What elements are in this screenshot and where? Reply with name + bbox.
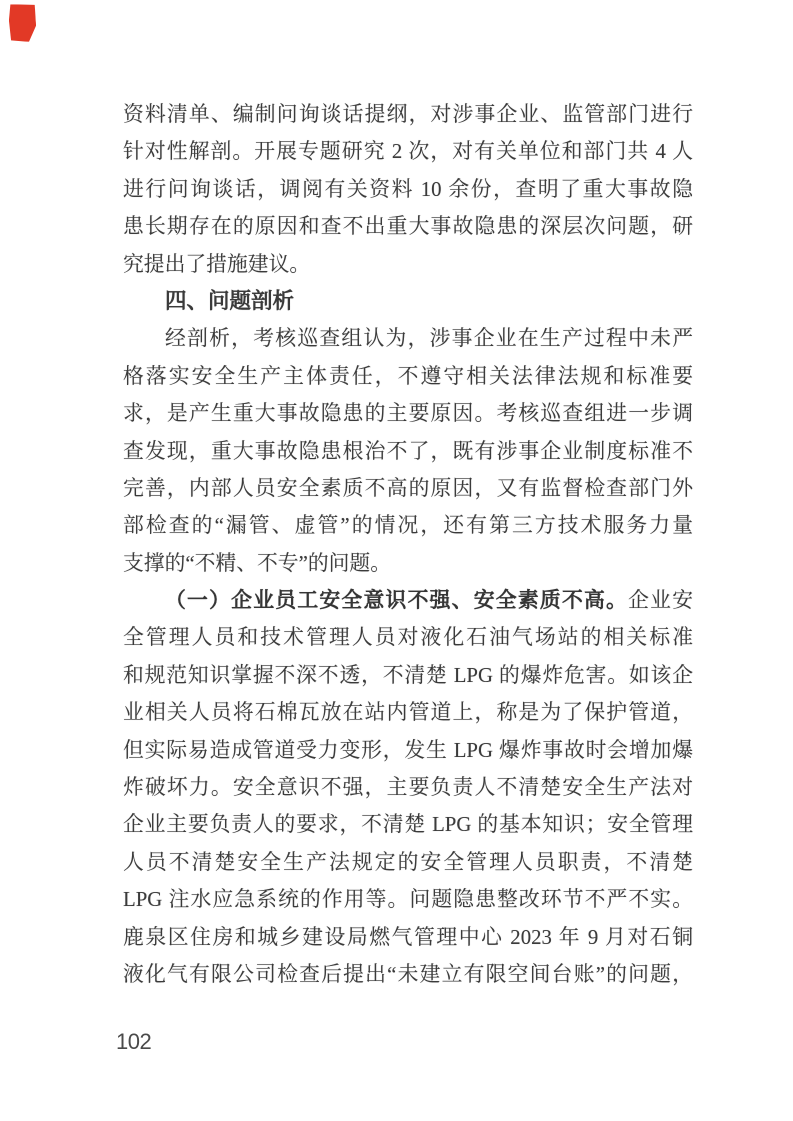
text-line: LPG 注水应急系统的作用等。问题隐患整改环节不严不实。 xyxy=(123,888,693,912)
text-run: 企业安 xyxy=(628,589,694,613)
text-line: 鹿泉区住房和城乡建设局燃气管理中心 2023 年 9 月对石铜 xyxy=(123,925,693,949)
text-line: 部检查的“漏管、虚管”的情况，还有第三方技术服务力量 xyxy=(123,514,693,538)
subsection-heading: （一）企业员工安全意识不强、安全素质不高。 xyxy=(165,589,629,613)
text-line: 全管理人员和技术管理人员对液化石油气场站的相关标准 xyxy=(123,626,693,650)
text-line: 和规范知识掌握不深不透，不清楚 LPG 的爆炸危害。如该企 xyxy=(123,663,693,687)
text-line: 经剖析，考核巡查组认为，涉事企业在生产过程中未严 xyxy=(165,327,693,351)
text-line: 但实际易造成管道受力变形，发生 LPG 爆炸事故时会增加爆 xyxy=(123,738,693,762)
text-line: 究提出了措施建议。 xyxy=(123,252,311,276)
text-line: 企业主要负责人的要求，不清楚 LPG 的基本知识；安全管理 xyxy=(123,813,693,837)
text-line: 人员不清楚安全生产法规定的安全管理人员职责，不清楚 xyxy=(123,850,693,874)
text-line: 炸破坏力。安全意识不强，主要负责人不清楚安全生产法对 xyxy=(123,776,693,800)
text-line: 格落实安全生产主体责任，不遵守相关法律法规和标准要 xyxy=(123,364,693,388)
text-line: 求，是产生重大事故隐患的主要原因。考核巡查组进一步调 xyxy=(123,402,693,426)
text-line: 进行问询谈话，调阅有关资料 10 余份，查明了重大事故隐 xyxy=(123,177,693,201)
text-line: 支撑的“不精、不专”的问题。 xyxy=(123,551,392,575)
text-line: 完善，内部人员安全素质不高的原因，又有监督检查部门外 xyxy=(123,476,693,500)
text-line: 液化气有限公司检查后提出“未建立有限空间台账”的问题， xyxy=(123,962,693,986)
text-line: 查发现，重大事故隐患根治不了，既有涉事企业制度标准不 xyxy=(123,439,693,463)
red-stamp-mark xyxy=(9,4,37,43)
page-number: 102 xyxy=(116,1029,152,1054)
document-body xyxy=(123,96,693,993)
section-heading: 四、问题剖析 xyxy=(165,288,295,313)
text-line xyxy=(123,582,693,619)
text-line: 资料清单、编制问询谈话提纲，对涉事企业、监管部门进行 xyxy=(123,103,693,126)
text-line: 患长期存在的原因和查不出重大事故隐患的深层次问题，研 xyxy=(123,215,693,239)
text-line: 业相关人员将石棉瓦放在站内管道上，称是为了保护管道， xyxy=(123,701,693,725)
text-line: 针对性解剖。开展专题研究 2 次，对有关单位和部门共 4 人 xyxy=(123,140,693,164)
